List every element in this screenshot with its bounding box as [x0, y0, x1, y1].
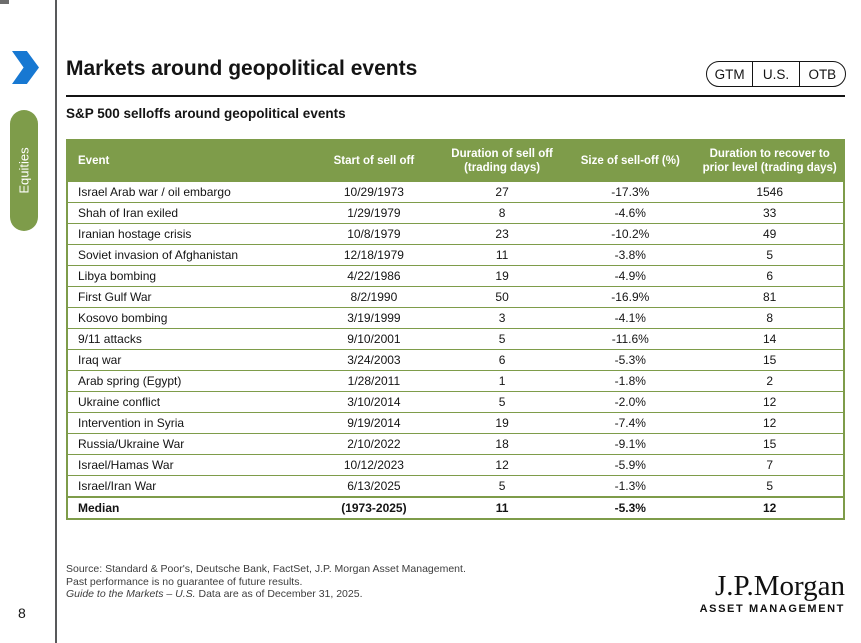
value-cell: 19	[440, 413, 564, 434]
value-cell: 5	[440, 476, 564, 498]
selloffs-table	[66, 139, 845, 520]
col-header-size: Size of sell-off (%)	[564, 140, 696, 182]
table-row	[67, 287, 844, 308]
value-cell: 1/28/2011	[308, 371, 440, 392]
gtm-date-line	[66, 588, 466, 601]
value-cell: 15	[696, 350, 844, 371]
value-cell: 10/29/1973	[308, 182, 440, 203]
value-cell: 5	[696, 476, 844, 498]
value-cell: 11	[440, 245, 564, 266]
value-cell: -5.9%	[564, 455, 696, 476]
value-cell: 14	[696, 329, 844, 350]
value-cell: -10.2%	[564, 224, 696, 245]
value-cell: (1973-2025)	[308, 497, 440, 519]
col-header-duration: Duration of sell off (trading days)	[440, 140, 564, 182]
event-cell: Soviet invasion of Afghanistan	[67, 245, 308, 266]
event-cell: Israel/Iran War	[67, 476, 308, 498]
source-line: Source: Standard & Poor's, Deutsche Bank, FactSet, J.P. Morgan Asset Management.	[66, 563, 466, 575]
value-cell: 6	[440, 350, 564, 371]
page-number: 8	[18, 605, 26, 621]
table-row	[67, 245, 844, 266]
table-row	[67, 329, 844, 350]
event-cell: Israel Arab war / oil embargo	[67, 182, 308, 203]
value-cell: -3.8%	[564, 245, 696, 266]
event-cell: First Gulf War	[67, 287, 308, 308]
event-cell: Iraq war	[67, 350, 308, 371]
value-cell: 12/18/1979	[308, 245, 440, 266]
value-cell: 3/10/2014	[308, 392, 440, 413]
value-cell: 1/29/1979	[308, 203, 440, 224]
value-cell: 23	[440, 224, 564, 245]
gtm-title-italic: Guide to the Markets – U.S.	[66, 588, 196, 600]
nav-button-otb[interactable]: OTB	[808, 66, 837, 82]
event-cell: Median	[67, 497, 308, 519]
table-row	[67, 308, 844, 329]
value-cell: -1.8%	[564, 371, 696, 392]
value-cell: 8	[696, 308, 844, 329]
event-cell: Shah of Iran exiled	[67, 203, 308, 224]
value-cell: 11	[440, 497, 564, 519]
table-row	[67, 455, 844, 476]
event-cell: Iranian hostage crisis	[67, 224, 308, 245]
value-cell: 1	[440, 371, 564, 392]
table-row	[67, 182, 844, 203]
value-cell: -5.3%	[564, 350, 696, 371]
event-cell: Intervention in Syria	[67, 413, 308, 434]
value-cell: 1546	[696, 182, 844, 203]
vertical-divider	[55, 0, 57, 643]
value-cell: 3	[440, 308, 564, 329]
value-cell: -4.1%	[564, 308, 696, 329]
value-cell: 5	[440, 392, 564, 413]
value-cell: -9.1%	[564, 434, 696, 455]
value-cell: 2/10/2022	[308, 434, 440, 455]
value-cell: -1.3%	[564, 476, 696, 498]
value-cell: 81	[696, 287, 844, 308]
value-cell: 9/19/2014	[308, 413, 440, 434]
nav-button-gtm[interactable]: GTM	[707, 62, 753, 86]
value-cell: 6/13/2025	[308, 476, 440, 498]
value-cell: 12	[696, 413, 844, 434]
event-cell: Russia/Ukraine War	[67, 434, 308, 455]
disclaimer-line: Past performance is no guarantee of future results.	[66, 575, 303, 588]
value-cell: 15	[696, 434, 844, 455]
event-cell: 9/11 attacks	[67, 329, 308, 350]
table-row	[67, 434, 844, 455]
value-cell: 27	[440, 182, 564, 203]
corner-artifact	[0, 0, 9, 4]
event-cell: Ukraine conflict	[67, 392, 308, 413]
col-header-recovery: Duration to recover to prior level (trading days)	[696, 140, 844, 182]
table-row	[67, 413, 844, 434]
value-cell: -2.0%	[564, 392, 696, 413]
value-cell: 12	[440, 455, 564, 476]
table-title: S&P 500 selloffs around geopolitical events	[66, 106, 346, 121]
value-cell: 7	[696, 455, 844, 476]
sidebar-tab-equities[interactable]	[10, 110, 38, 231]
logo-division-text: ASSET MANAGEMENT	[699, 603, 845, 615]
value-cell: 4/22/1986	[308, 266, 440, 287]
sidebar-tab-label: Equities	[16, 147, 32, 194]
col-header-event: Event	[67, 140, 308, 182]
value-cell: -11.6%	[564, 329, 696, 350]
table-row	[67, 203, 844, 224]
value-cell: 49	[696, 224, 844, 245]
value-cell: 2	[696, 371, 844, 392]
table-row	[67, 350, 844, 371]
table-row	[67, 266, 844, 287]
table-row	[67, 392, 844, 413]
event-cell: Kosovo bombing	[67, 308, 308, 329]
value-cell: 10/12/2023	[308, 455, 440, 476]
title-underline	[66, 95, 845, 97]
jpmorgan-logo	[700, 571, 845, 615]
value-cell: -16.9%	[564, 287, 696, 308]
value-cell: 5	[440, 329, 564, 350]
event-cell: Arab spring (Egypt)	[67, 371, 308, 392]
value-cell: -5.3%	[564, 497, 696, 519]
event-cell: Israel/Hamas War	[67, 455, 308, 476]
chevron-right-icon	[12, 51, 39, 84]
table-header	[67, 140, 844, 182]
table-header-row	[67, 140, 844, 182]
value-cell: 6	[696, 266, 844, 287]
footnotes	[66, 563, 466, 601]
value-cell: 33	[696, 203, 844, 224]
value-cell: -4.9%	[564, 266, 696, 287]
table-row	[67, 224, 844, 245]
page-title: Markets around geopolitical events	[66, 57, 418, 80]
nav-button-us[interactable]: U.S.	[753, 62, 799, 86]
nav-button-group	[706, 61, 846, 87]
median-row	[67, 497, 844, 519]
value-cell: 19	[440, 266, 564, 287]
value-cell: -4.6%	[564, 203, 696, 224]
value-cell: 10/8/1979	[308, 224, 440, 245]
value-cell: 3/24/2003	[308, 350, 440, 371]
table-row	[67, 476, 844, 498]
col-header-start: Start of sell off	[308, 140, 440, 182]
value-cell: 9/10/2001	[308, 329, 440, 350]
value-cell: 8/2/1990	[308, 287, 440, 308]
table-row	[67, 371, 844, 392]
value-cell: -7.4%	[564, 413, 696, 434]
table-body	[67, 182, 844, 520]
value-cell: 3/19/1999	[308, 308, 440, 329]
gtm-date-text: Data are as of December 31, 2025.	[195, 588, 363, 600]
value-cell: 50	[440, 287, 564, 308]
value-cell: -17.3%	[564, 182, 696, 203]
value-cell: 18	[440, 434, 564, 455]
value-cell: 12	[696, 497, 844, 519]
logo-brand-text: J.P.Morgan	[715, 570, 845, 602]
value-cell: 5	[696, 245, 844, 266]
value-cell: 8	[440, 203, 564, 224]
value-cell: 12	[696, 392, 844, 413]
event-cell: Libya bombing	[67, 266, 308, 287]
